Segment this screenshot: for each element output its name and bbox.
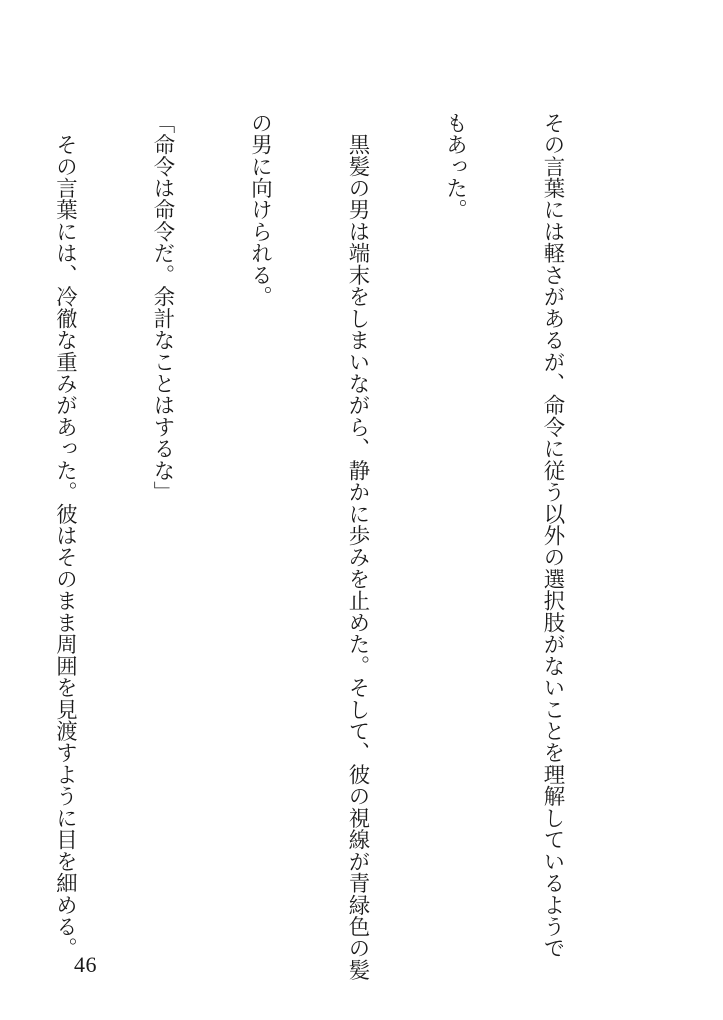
text-line: 黒髪の男は端末をしまいながら、静かに歩みを止めた。そして、彼の視線が青緑色の髪 <box>345 112 370 981</box>
text-line: もあった。 <box>442 112 468 221</box>
text-line: その言葉には、冷徹な重みがあった。彼はそのまま周囲を見渡すように目を細める。 <box>52 112 78 960</box>
text-line: その言葉には軽さがあるが、命令に従う以外の選択肢がないことを理解しているようで <box>540 112 565 960</box>
page-number: 46 <box>74 952 97 977</box>
text-line: の男に向けられる。 <box>247 112 273 308</box>
text-line: 「命令は命令だ。余計なことはするな」 <box>150 112 175 503</box>
